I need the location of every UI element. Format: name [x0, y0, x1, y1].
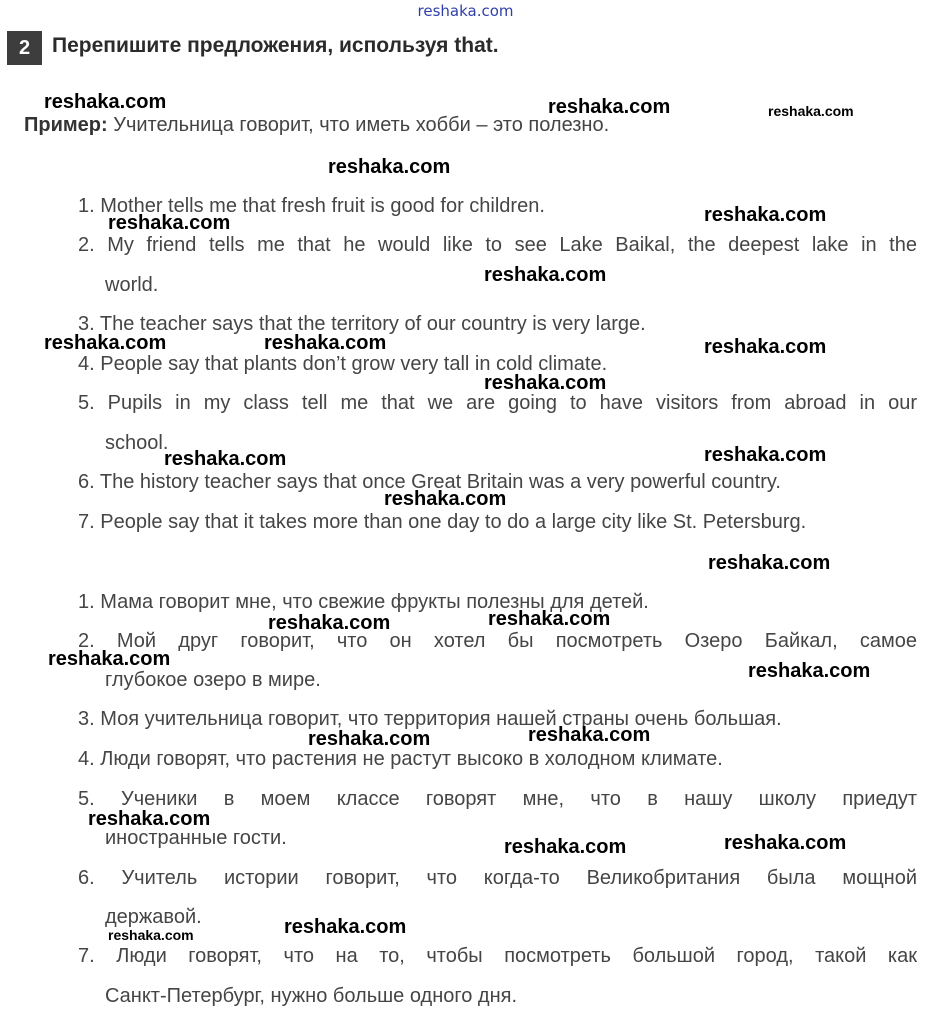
- watermark: reshaka.com: [164, 448, 287, 470]
- watermark: reshaka.com: [328, 156, 451, 178]
- watermark: reshaka.com: [44, 91, 167, 113]
- watermark: reshaka.com: [384, 488, 507, 510]
- watermark: reshaka.com: [264, 332, 387, 354]
- english-sentence-7: 7. People say that it takes more than one day to do a large city like St. Petersburg.: [78, 511, 807, 533]
- russian-sentence-7: 7. Люди говорят, что на то, чтобы посмотреть большой город, такой как: [78, 945, 917, 967]
- watermark: reshaka.com: [308, 728, 431, 750]
- watermark: reshaka.com: [504, 836, 627, 858]
- watermark: reshaka.com: [748, 660, 871, 682]
- task-title: Перепишите предложения, используя that.: [52, 34, 499, 57]
- english-sentence-5: 5. Pupils in my class tell me that we are going to have visitors from abroad in our: [78, 392, 917, 414]
- watermark: reshaka.com: [48, 648, 171, 670]
- watermark: reshaka.com: [44, 332, 167, 354]
- russian-sentence-6-cont: державой.: [105, 906, 202, 928]
- russian-sentence-5: 5. Ученики в моем классе говорят мне, что в нашу школу приедут: [78, 788, 917, 810]
- english-sentence-6: 6. The history teacher says that once Great Britain was a very powerful country.: [78, 471, 781, 493]
- watermark: reshaka.com: [284, 916, 407, 938]
- english-sentence-5-cont: school.: [105, 432, 169, 454]
- watermark: reshaka.com: [108, 212, 231, 234]
- watermark: reshaka.com: [488, 608, 611, 630]
- russian-sentence-2: 2. Мой друг говорит, что он хотел бы посмотреть Озеро Байкал, самое: [78, 630, 917, 652]
- watermark: reshaka.com: [708, 552, 831, 574]
- russian-sentence-3: 3. Моя учительница говорит, что территория нашей страны очень большая.: [78, 708, 782, 730]
- watermark: reshaka.com: [528, 724, 651, 746]
- watermark: reshaka.com: [724, 832, 847, 854]
- example-label: Пример:: [24, 114, 108, 136]
- example-text: Учительница говорит, что иметь хобби – это полезно.: [107, 114, 610, 136]
- russian-sentence-1: 1. Мама говорит мне, что свежие фрукты полезны для детей.: [78, 591, 649, 613]
- watermark: reshaka.com: [704, 336, 827, 358]
- watermark: reshaka.com: [484, 372, 607, 394]
- top-watermark: reshaka.com: [417, 2, 514, 20]
- russian-sentence-6: 6. Учитель истории говорит, что когда-то Великобритания была мощной: [78, 867, 917, 889]
- russian-sentence-7-cont: Санкт-Петербург, нужно больше одного дня.: [105, 985, 518, 1007]
- example-line: [24, 114, 609, 137]
- task-number-badge: 2: [7, 31, 42, 65]
- english-sentence-2-cont: world.: [105, 274, 159, 296]
- russian-sentence-2-cont: глубокое озеро в мире.: [105, 669, 321, 691]
- english-sentence-2: 2. My friend tells me that he would like to see Lake Baikal, the deepest lake in the: [78, 234, 917, 256]
- watermark: reshaka.com: [548, 96, 671, 118]
- russian-sentence-5-cont: иностранные гости.: [105, 827, 287, 849]
- watermark: reshaka.com: [268, 612, 391, 634]
- russian-sentence-4: 4. Люди говорят, что растения не растут высоко в холодном климате.: [78, 748, 723, 770]
- english-sentence-3: 3. The teacher says that the territory of our country is very large.: [78, 313, 646, 335]
- english-sentence-4: 4. People say that plants don’t grow very tall in cold climate.: [78, 353, 608, 375]
- english-sentence-1: 1. Mother tells me that fresh fruit is good for children.: [78, 195, 545, 217]
- watermark: reshaka.com: [704, 444, 827, 466]
- watermark: reshaka.com: [88, 808, 211, 830]
- watermark: reshaka.com: [768, 103, 854, 119]
- watermark: reshaka.com: [704, 204, 827, 226]
- watermark: reshaka.com: [484, 264, 607, 286]
- watermark: reshaka.com: [108, 927, 194, 943]
